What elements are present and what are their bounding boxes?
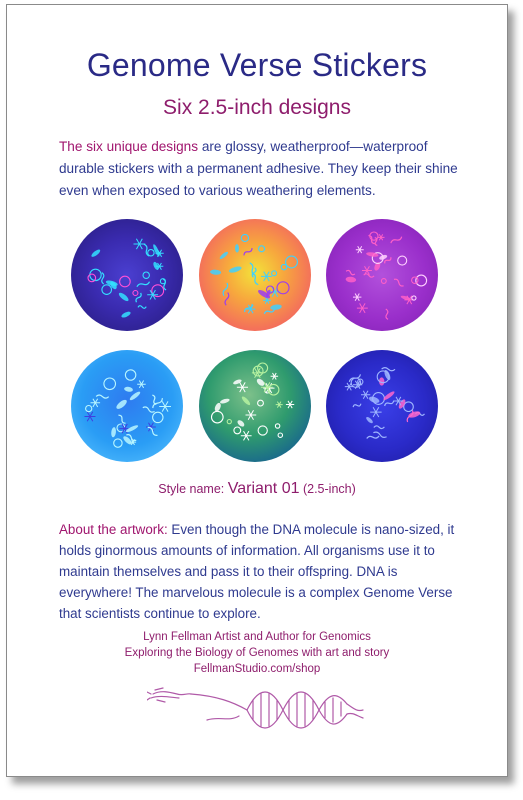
sticker-motif-shape xyxy=(118,291,130,302)
sticker-motif-shape xyxy=(228,265,242,274)
credit-shop-link[interactable]: FellmanStudio.com/shop xyxy=(193,663,321,675)
sticker-motif-shape xyxy=(261,272,272,282)
sticker-motif-shape xyxy=(373,431,387,438)
sticker-motif-shape xyxy=(104,378,116,390)
intro-paragraph xyxy=(59,136,469,202)
sticker-motif-shape xyxy=(246,305,256,313)
sticker-motif-shape xyxy=(271,373,279,380)
sticker-motif-shape xyxy=(286,256,298,268)
sticker-motif-shape xyxy=(345,276,356,283)
credit-author: Lynn Fellman Artist and Author for Genomics xyxy=(143,631,371,643)
sticker-motif-shape xyxy=(137,381,146,388)
sticker-motif-shape xyxy=(374,425,385,429)
about-paragraph xyxy=(59,519,471,624)
sticker-motif-shape xyxy=(393,278,404,287)
sticker-motif-shape xyxy=(353,402,362,408)
sticker-motif-shape xyxy=(147,426,159,436)
sticker-motif-shape xyxy=(366,434,379,440)
sticker-motif-shape xyxy=(147,290,158,299)
sticker-design-1[interactable] xyxy=(71,219,183,331)
sticker-1-art xyxy=(71,219,183,331)
sticker-motif-shape xyxy=(212,411,224,423)
sticker-motif-shape xyxy=(117,414,126,424)
sticker-motif-shape xyxy=(345,383,354,391)
sticker-motif-shape xyxy=(219,251,229,260)
sticker-motif-shape xyxy=(272,271,277,276)
sticker-design-2[interactable] xyxy=(199,219,311,331)
sticker-motif-shape xyxy=(91,399,101,407)
sticker-motif-shape xyxy=(353,294,361,301)
sticker-motif-shape xyxy=(111,427,117,438)
sticker-motif-shape xyxy=(412,277,418,283)
sticker-motif-shape xyxy=(125,370,135,380)
sticker-motif-shape xyxy=(115,398,128,410)
sticker-motif-shape xyxy=(382,368,395,371)
sticker-motif-shape xyxy=(214,402,222,413)
sticker-motif-shape xyxy=(129,390,142,401)
sticker-motif-shape xyxy=(159,401,171,411)
sticker-3-art xyxy=(326,219,438,331)
sticker-motif-shape xyxy=(219,398,230,405)
sticker-motif-shape xyxy=(136,280,150,288)
sticker-2-art xyxy=(199,219,311,331)
sticker-motif-shape xyxy=(234,427,241,434)
dna-brush-signature-icon xyxy=(147,680,367,732)
sticker-6-art xyxy=(326,350,438,462)
sticker-motif-shape xyxy=(356,246,364,253)
sticker-4-art xyxy=(71,350,183,462)
sticker-motif-shape xyxy=(90,248,101,258)
page-subtitle: Six 2.5-inch designs xyxy=(163,96,351,119)
sticker-grid xyxy=(7,217,507,467)
about-body: Even though the DNA molecule is nano-sized, it holds ginormous amounts of information. All organisms use it to maintain themselves and pass it to their offspring. DNA is everywhere! The marvelous molecule is a complex Genome Verse that scientists continue to explore. xyxy=(59,522,455,621)
sticker-motif-shape xyxy=(225,292,230,305)
sticker-motif-shape xyxy=(259,246,265,252)
sticker-motif-shape xyxy=(370,407,381,417)
sticker-motif-shape xyxy=(88,274,96,282)
sticker-info-card xyxy=(6,4,508,777)
about-lead: About the artwork: xyxy=(59,522,168,537)
sticker-motif-shape xyxy=(361,391,370,399)
sticker-motif-shape xyxy=(258,400,264,406)
sticker-motif-shape xyxy=(237,382,248,392)
sticker-motif-shape xyxy=(416,275,427,286)
style-name-size: (2.5-inch) xyxy=(302,482,356,496)
sticker-motif-shape xyxy=(382,390,395,401)
sticker-motif-shape xyxy=(258,426,267,435)
sticker-motif-shape xyxy=(146,423,156,432)
credit-tagline: Exploring the Biology of Genomes with art and story xyxy=(124,647,390,659)
sticker-motif-shape xyxy=(278,433,282,437)
sticker-design-3[interactable] xyxy=(326,219,438,331)
sticker-motif-shape xyxy=(210,269,222,275)
sticker-motif-shape xyxy=(143,272,149,278)
sticker-5-art xyxy=(199,350,311,462)
sticker-motif-shape xyxy=(133,291,138,296)
sticker-motif-shape xyxy=(246,410,257,419)
sticker-motif-shape xyxy=(124,386,133,392)
page-title: Genome Verse Stickers xyxy=(86,47,428,83)
credits-block xyxy=(7,629,507,677)
sticker-motif-shape xyxy=(398,256,407,265)
sticker-motif-shape xyxy=(138,305,146,309)
style-name-value: Variant 01 xyxy=(227,480,300,497)
sticker-motif-shape xyxy=(227,420,231,424)
sticker-motif-shape xyxy=(365,416,374,424)
sticker-motif-shape xyxy=(114,439,122,447)
sticker-motif-shape xyxy=(281,264,286,269)
sticker-motif-shape xyxy=(222,283,228,297)
sticker-motif-shape xyxy=(96,395,109,398)
sticker-motif-shape xyxy=(404,402,414,412)
sticker-motif-shape xyxy=(241,234,248,241)
sticker-motif-shape xyxy=(270,304,282,311)
sticker-motif-shape xyxy=(134,239,146,249)
sticker-motif-shape xyxy=(378,234,385,240)
sticker-motif-shape xyxy=(384,309,389,320)
style-name-line xyxy=(7,480,507,498)
sticker-motif-shape xyxy=(357,303,368,313)
sticker-motif-shape xyxy=(135,292,142,303)
sticker-motif-shape xyxy=(286,401,294,408)
sticker-motif-shape xyxy=(235,244,239,253)
sticker-design-5[interactable] xyxy=(199,350,311,462)
sticker-motif-shape xyxy=(102,285,112,295)
sticker-motif-shape xyxy=(243,247,253,256)
sticker-design-4[interactable] xyxy=(71,350,183,462)
sticker-motif-shape xyxy=(86,406,92,412)
sticker-motif-shape xyxy=(241,395,252,406)
sticker-motif-shape xyxy=(241,431,252,440)
sticker-motif-shape xyxy=(275,424,279,428)
sticker-motif-shape xyxy=(121,310,132,318)
sticker-motif-shape xyxy=(120,276,131,287)
sticker-motif-shape xyxy=(390,235,402,244)
sticker-motif-shape xyxy=(277,282,289,294)
sticker-motif-shape xyxy=(85,412,96,422)
intro-body: are glossy, weatherproof—waterproof durable stickers with a permanent adhesive. They keep their shine even when exposed to various weathering elements. xyxy=(59,139,458,198)
sticker-motif-shape xyxy=(346,270,356,276)
sticker-motif-shape xyxy=(381,279,386,284)
sticker-motif-shape xyxy=(276,402,283,408)
sticker-motif-shape xyxy=(148,250,154,256)
intro-lead: The six unique designs xyxy=(59,139,199,154)
sticker-motif-shape xyxy=(384,399,395,407)
sticker-motif-shape xyxy=(153,412,163,422)
sticker-motif-shape xyxy=(162,279,168,291)
sticker-design-6[interactable] xyxy=(326,350,438,462)
style-name-label: Style name: xyxy=(158,482,225,496)
